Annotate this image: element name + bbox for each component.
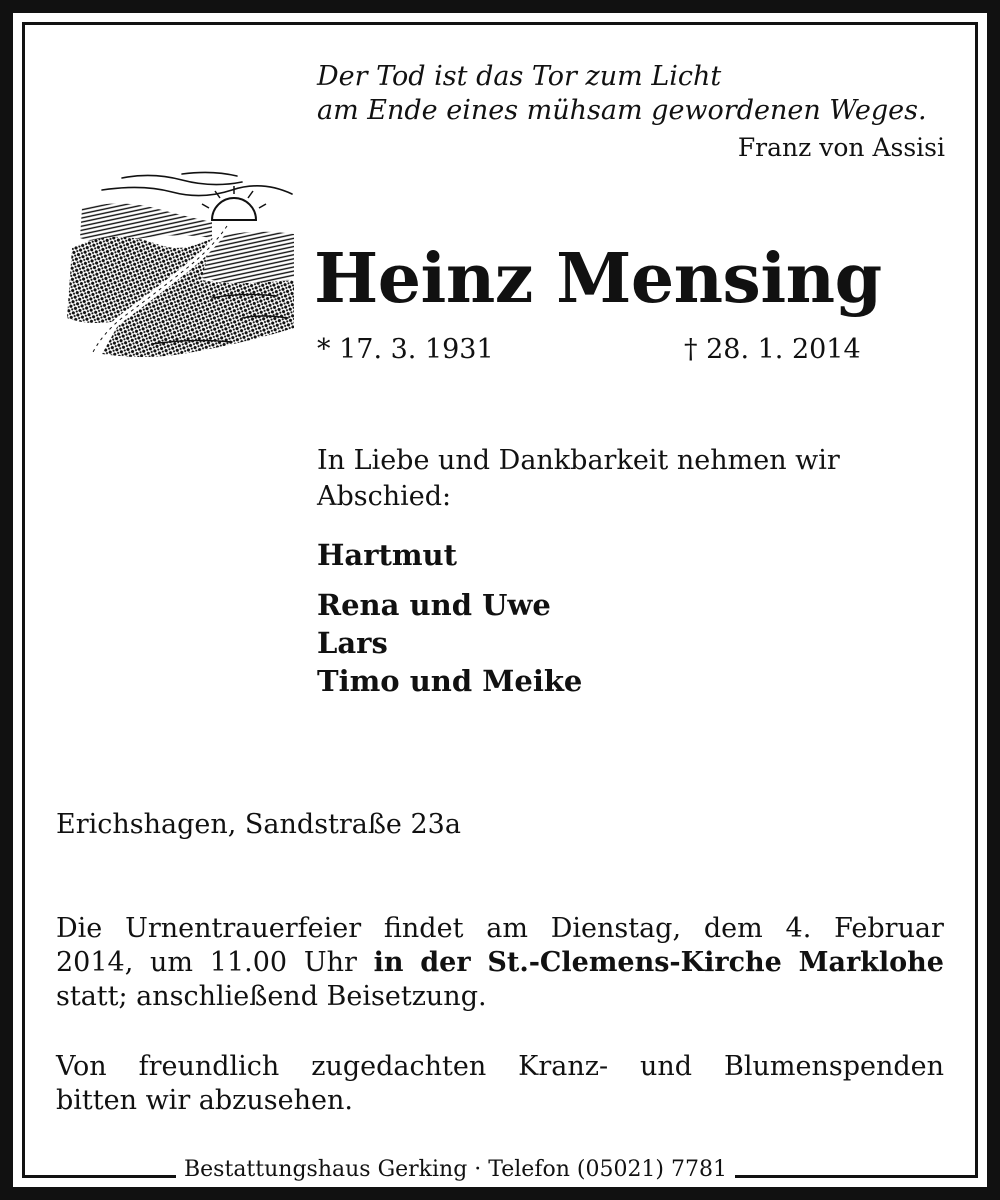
mourner-name: Timo und Meike	[317, 664, 583, 698]
quote-line: Der Tod ist das Tor zum Licht	[317, 61, 722, 92]
mourner-name: Hartmut	[317, 538, 458, 572]
word: dem	[703, 913, 763, 944]
word: freundlich	[138, 1051, 280, 1082]
quote-line: am Ende eines mühsam gewordenen Weges.	[317, 95, 927, 126]
word: Urnentrauerfeier	[125, 913, 362, 944]
farewell-line: Abschied:	[317, 481, 452, 512]
mourner-name: Lars	[317, 626, 388, 660]
word: Dienstag,	[550, 913, 682, 944]
word: um	[150, 947, 194, 978]
church-word: St.-Clemens-Kirche	[487, 947, 782, 978]
ceremony-line: statt; anschließend Beisetzung.	[56, 981, 487, 1012]
word: Die	[56, 913, 103, 944]
deceased-name: Heinz Mensing	[314, 239, 882, 319]
ceremony-notice	[56, 912, 944, 1014]
sunset-landscape-icon	[62, 168, 298, 360]
quote	[317, 60, 945, 128]
word: 2014,	[56, 947, 134, 978]
address: Erichshagen, Sandstraße 23a	[56, 809, 461, 840]
word: findet	[383, 913, 464, 944]
mourner-name: Rena und Uwe	[317, 588, 551, 622]
church-word: Marklohe	[798, 947, 944, 978]
ceremony-line	[56, 946, 944, 980]
death-date: † 28. 1. 2014	[684, 334, 861, 365]
word: am	[486, 913, 528, 944]
quote-author: Franz von Assisi	[737, 133, 945, 162]
funeral-home-footer: Bestattungshaus Gerking · Telefon (05021) 7781	[176, 1155, 735, 1185]
word: Von	[56, 1051, 107, 1082]
farewell-line: In Liebe und Dankbarkeit nehmen wir	[317, 445, 840, 476]
donations-line	[56, 1050, 944, 1084]
birth-date: * 17. 3. 1931	[317, 334, 494, 365]
farewell-text	[317, 443, 907, 515]
word: Blumenspenden	[724, 1051, 944, 1082]
word: zugedachten	[311, 1051, 487, 1082]
word: Uhr	[303, 947, 357, 978]
word: Februar	[834, 913, 944, 944]
word: Kranz-	[518, 1051, 609, 1082]
church-word: der	[420, 947, 471, 978]
donations-notice	[56, 1050, 944, 1118]
church-word: in	[373, 947, 404, 978]
word: und	[640, 1051, 693, 1082]
ceremony-line	[56, 912, 944, 946]
word: 4.	[785, 913, 812, 944]
word: 11.00	[209, 947, 288, 978]
donations-line: bitten wir abzusehen.	[56, 1085, 353, 1116]
